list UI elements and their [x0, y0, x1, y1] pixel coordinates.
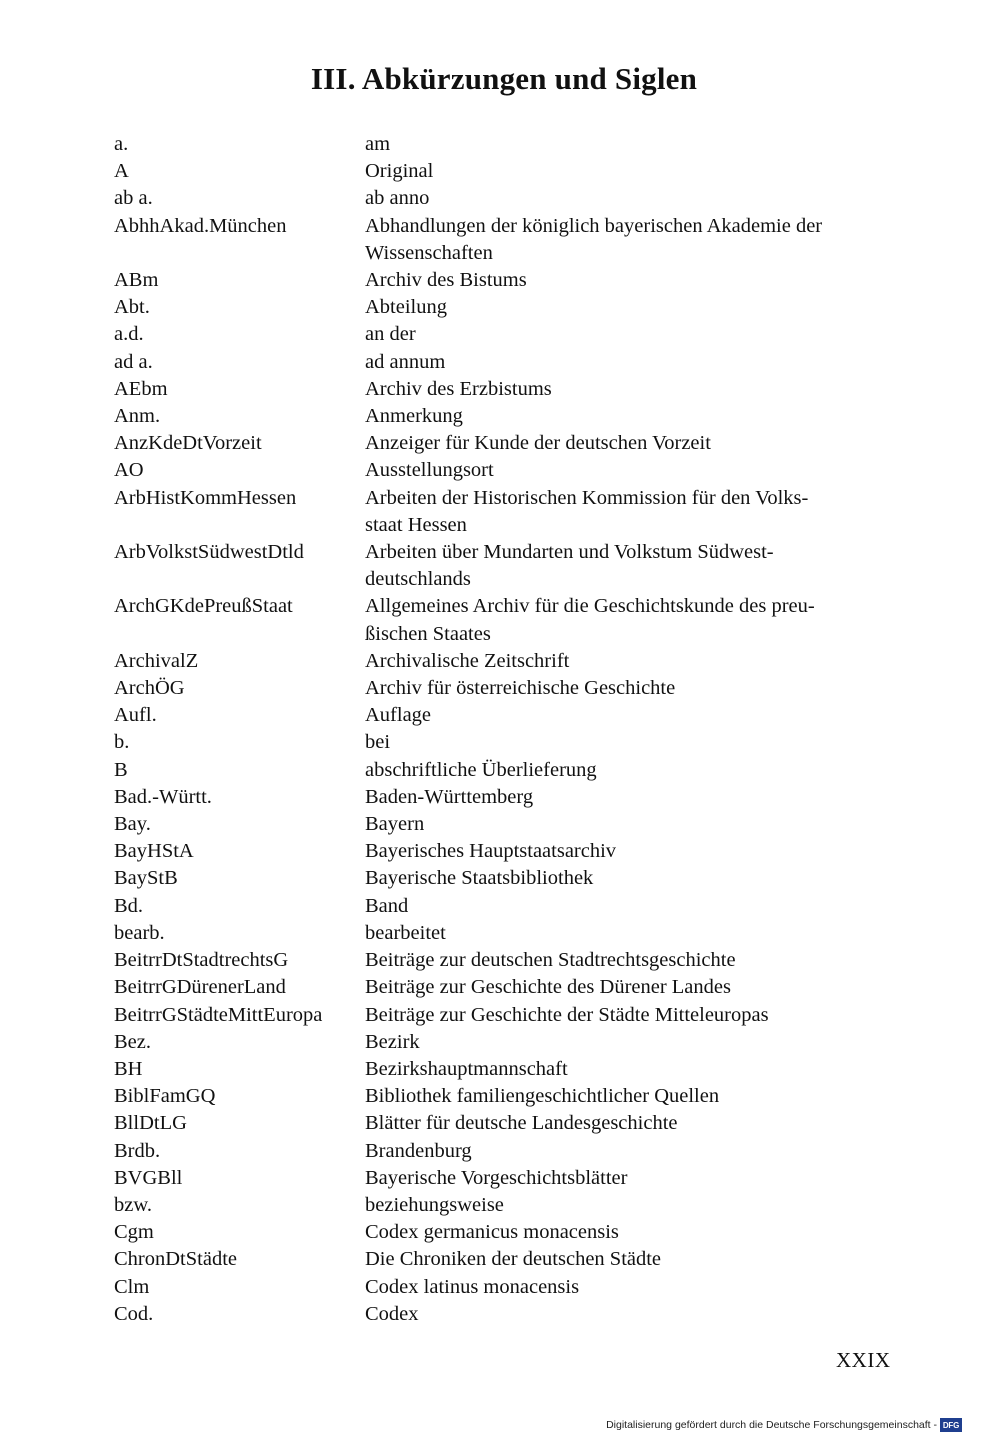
meaning-line: Bezirk [365, 1030, 420, 1053]
meaning [365, 213, 900, 267]
meaning-line: Die Chroniken der deutschen Städte [365, 1248, 662, 1271]
meaning-line: Beiträge zur Geschichte der Städte Mitteleuropas [365, 1003, 769, 1026]
meaning [365, 593, 900, 647]
list-item [114, 321, 914, 348]
meaning [365, 321, 900, 348]
meaning-line: Abhandlungen der königlich bayerischen Akademie der [365, 214, 823, 237]
abbreviation: a.d. [114, 323, 144, 346]
abbreviation: b. [114, 731, 130, 754]
abbreviation: AbhhAkad.München [114, 214, 287, 237]
meaning-line: bei [365, 731, 391, 754]
list-item [114, 1165, 914, 1192]
list-item [114, 648, 914, 675]
meaning [365, 185, 900, 212]
abbreviation: BayStB [114, 867, 178, 890]
meaning-line: Blätter für deutsche Landesgeschichte [365, 1112, 678, 1135]
abbreviation: A [114, 160, 129, 183]
abbreviation: BllDtLG [114, 1112, 187, 1135]
meaning [365, 811, 900, 838]
abbreviation: ab a. [114, 187, 153, 210]
abbreviation: Abt. [114, 296, 150, 319]
meaning [365, 294, 900, 321]
list-item [114, 893, 914, 920]
meaning [365, 1083, 900, 1110]
list-item [114, 811, 914, 838]
abbreviation: ChronDtStädte [114, 1248, 237, 1271]
meaning-line: Bayern [365, 813, 425, 836]
meaning-line: Band [365, 894, 409, 917]
meaning-line: Codex germanicus monacensis [365, 1221, 619, 1244]
abbreviation: Brdb. [114, 1139, 161, 1162]
meaning [365, 838, 900, 865]
meaning [365, 974, 900, 1001]
list-item [114, 1002, 914, 1029]
list-item [114, 947, 914, 974]
meaning [365, 267, 900, 294]
abbreviation: BiblFamGQ [114, 1085, 216, 1108]
abbreviation: AO [114, 459, 144, 482]
meaning-line: beziehungsweise [365, 1193, 504, 1216]
meaning [365, 675, 900, 702]
meaning [365, 1056, 900, 1083]
meaning-line: Original [365, 160, 434, 183]
list-item [114, 457, 914, 484]
meaning-line: Anmerkung [365, 405, 463, 428]
meaning [365, 539, 900, 593]
abbreviation-list [114, 131, 914, 1328]
meaning [365, 1029, 900, 1056]
meaning-line: am [365, 133, 391, 155]
meaning-line: an der [365, 323, 416, 346]
abbreviation: Cod. [114, 1302, 154, 1325]
list-item [114, 376, 914, 403]
abbreviation: BeitrrGStädteMittEuropa [114, 1003, 323, 1026]
meaning [365, 1219, 900, 1246]
abbreviation: AEbm [114, 377, 168, 400]
list-item [114, 1274, 914, 1301]
abbreviation: Anm. [114, 405, 161, 428]
meaning-line: ad annum [365, 350, 446, 373]
abbreviation: BayHStA [114, 840, 194, 863]
meaning-line: Archiv des Bistums [365, 269, 527, 292]
meaning-line: Archiv für österreichische Geschichte [365, 677, 676, 700]
meaning-line: ßischen Staates [365, 622, 491, 645]
meaning [365, 893, 900, 920]
list-item [114, 158, 914, 185]
meaning-line: Bayerische Vorgeschichtsblätter [365, 1166, 628, 1189]
meaning [365, 485, 900, 539]
meaning [365, 729, 900, 756]
list-item [114, 294, 914, 321]
meaning [365, 648, 900, 675]
list-item [114, 185, 914, 212]
list-item [114, 213, 914, 267]
meaning-line: staat Hessen [365, 513, 467, 536]
meaning-line: Auflage [365, 704, 432, 727]
list-item [114, 539, 914, 593]
list-item [114, 974, 914, 1001]
abbreviation: ArbVolkstSüdwestDtld [114, 541, 304, 564]
meaning [365, 376, 900, 403]
abbreviation: a. [114, 133, 129, 155]
abbreviation: ArchivalZ [114, 649, 199, 672]
meaning [365, 757, 900, 784]
meaning [365, 430, 900, 457]
list-item [114, 1192, 914, 1219]
meaning-line: Ausstellungsort [365, 459, 494, 482]
list-item [114, 1301, 914, 1328]
meaning [365, 403, 900, 430]
abbreviation: Bad.-Württ. [114, 785, 212, 808]
meaning-line: Baden-Württemberg [365, 785, 534, 808]
list-item [114, 838, 914, 865]
list-item [114, 1246, 914, 1273]
meaning-line: abschriftliche Überlieferung [365, 758, 597, 781]
abbreviation: AnzKdeDtVorzeit [114, 432, 262, 455]
meaning-line: Wissenschaften [365, 241, 493, 264]
meaning-line: Abteilung [365, 296, 447, 319]
abbreviation: Bez. [114, 1030, 151, 1053]
meaning-line: deutschlands [365, 568, 471, 591]
meaning-line: Codex [365, 1302, 419, 1325]
meaning [365, 920, 900, 947]
list-item [114, 1056, 914, 1083]
meaning [365, 131, 900, 158]
abbreviation: Clm [114, 1275, 150, 1298]
meaning [365, 702, 900, 729]
meaning-line: Codex latinus monacensis [365, 1275, 580, 1298]
meaning-line: Arbeiten über Mundarten und Volkstum Südwest- [365, 541, 774, 564]
meaning-line: Beiträge zur Geschichte des Dürener Landes [365, 976, 731, 999]
meaning-line: Allgemeines Archiv für die Geschichtskunde des preu- [365, 595, 815, 618]
meaning [365, 1274, 900, 1301]
abbreviation: ArchGKdePreußStaat [114, 595, 293, 618]
abbreviation: ArchÖG [114, 677, 185, 700]
list-item [114, 430, 914, 457]
list-item [114, 1029, 914, 1056]
list-item [114, 920, 914, 947]
meaning-line: Beiträge zur deutschen Stadtrechtsgeschichte [365, 949, 736, 972]
meaning [365, 1138, 900, 1165]
meaning [365, 457, 900, 484]
abbreviation: BeitrrGDürenerLand [114, 976, 286, 999]
meaning-line: Archivalische Zeitschrift [365, 649, 570, 672]
footer [606, 1418, 962, 1432]
list-item [114, 702, 914, 729]
abbreviation: bearb. [114, 921, 165, 944]
abbreviation: ad a. [114, 350, 153, 373]
list-item [114, 784, 914, 811]
meaning-line: bearbeitet [365, 921, 446, 944]
meaning [365, 1192, 900, 1219]
list-item [114, 865, 914, 892]
meaning [365, 1246, 900, 1273]
abbreviation: bzw. [114, 1193, 152, 1216]
list-item [114, 729, 914, 756]
meaning [365, 1110, 900, 1137]
meaning-line: Anzeiger für Kunde der deutschen Vorzeit [365, 432, 711, 455]
meaning [365, 1301, 900, 1328]
abbreviation: BVGBll [114, 1166, 183, 1189]
footer-text: Digitalisierung gefördert durch die Deutsche Forschungsgemeinschaft - [606, 1419, 937, 1431]
meaning [365, 784, 900, 811]
list-item [114, 1083, 914, 1110]
meaning [365, 158, 900, 185]
list-item [114, 675, 914, 702]
list-item [114, 403, 914, 430]
abbreviation: Cgm [114, 1221, 154, 1244]
meaning-line: Bibliothek familiengeschichtlicher Quellen [365, 1085, 720, 1108]
abbreviation: BeitrrDtStadtrechtsG [114, 949, 289, 972]
meaning [365, 1002, 900, 1029]
list-item [114, 593, 914, 647]
meaning [365, 1165, 900, 1192]
abbreviation: Aufl. [114, 704, 157, 727]
abbreviation: ABm [114, 269, 159, 292]
meaning [365, 349, 900, 376]
list-item [114, 1138, 914, 1165]
meaning-line: ab anno [365, 187, 430, 210]
abbreviation: Bd. [114, 894, 144, 917]
list-item [114, 267, 914, 294]
list-item [114, 131, 914, 158]
list-item [114, 349, 914, 376]
abbreviation: ArbHistKommHessen [114, 486, 297, 509]
meaning-line: Brandenburg [365, 1139, 472, 1162]
list-item [114, 1219, 914, 1246]
list-item [114, 1110, 914, 1137]
meaning-line: Arbeiten der Historischen Kommission für den Volks- [365, 486, 809, 509]
page-number: XXIX [836, 1348, 891, 1372]
abbreviation: B [114, 758, 128, 781]
abbreviation: BH [114, 1057, 143, 1080]
meaning-line: Bayerische Staatsbibliothek [365, 867, 594, 890]
meaning [365, 947, 900, 974]
meaning-line: Bezirkshauptmannschaft [365, 1057, 568, 1080]
list-item [114, 757, 914, 784]
meaning-line: Bayerisches Hauptstaatsarchiv [365, 840, 617, 863]
dfg-logo-icon: DFG [940, 1418, 962, 1432]
page-title: III. Abkürzungen und Siglen [310, 60, 698, 96]
abbreviation: Bay. [114, 813, 151, 836]
meaning-line: Archiv des Erzbistums [365, 377, 552, 400]
meaning [365, 865, 900, 892]
list-item [114, 485, 914, 539]
